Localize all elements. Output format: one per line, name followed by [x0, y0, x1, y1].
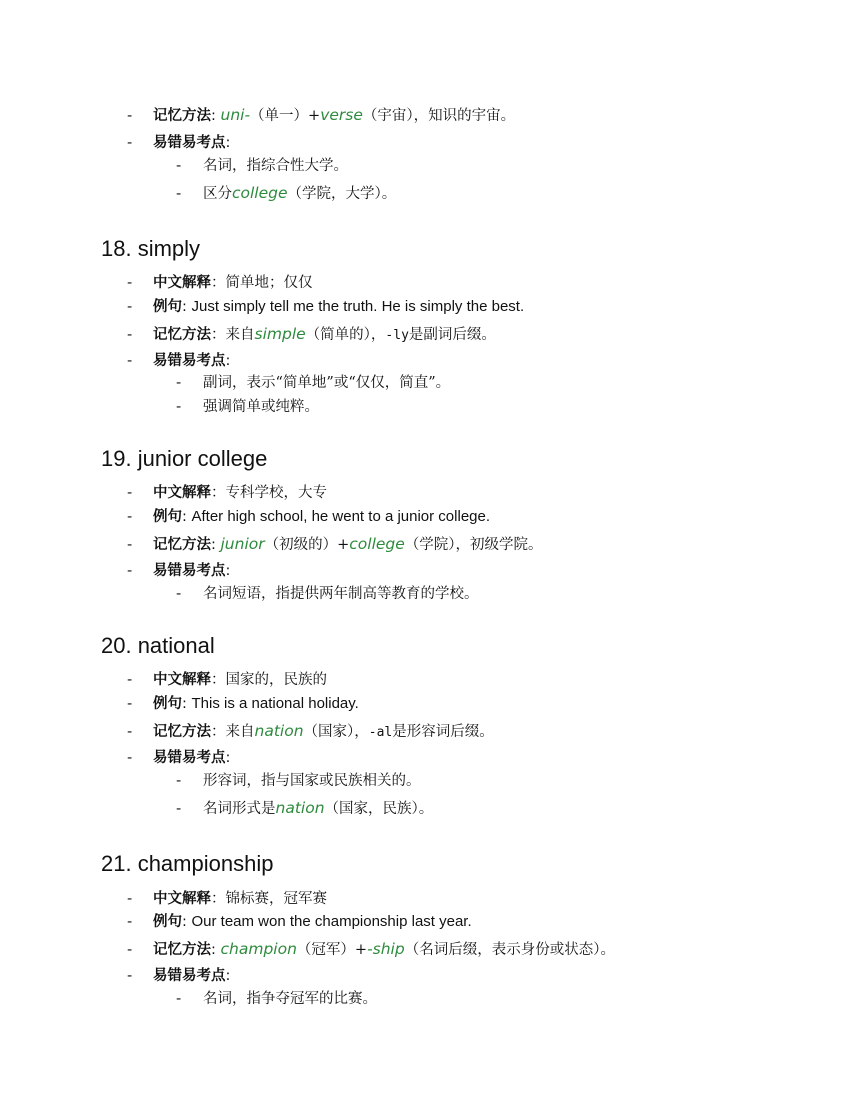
sub-item: - 区分college（学院，大学）。	[176, 184, 397, 202]
list-item-example: - 例句: This is a national holiday.	[127, 695, 359, 712]
list-item-memory: - 记忆方法：来自nation（国家），-al是形容词后缀。	[127, 722, 494, 740]
list-item-errors: - 易错易考点:	[127, 563, 231, 579]
section-heading-19: 19. junior college	[101, 446, 268, 471]
sub-item: - 名词，指争夺冠军的比赛。	[176, 991, 377, 1007]
list-item-errors-top: - 易错易考点:	[127, 135, 231, 151]
sub-item: - 名词短语，指提供两年制高等教育的学校。	[176, 586, 479, 602]
list-item-memory: - 记忆方法：来自simple（简单的），-ly是副词后缀。	[127, 325, 496, 343]
list-item-memory-top: - 记忆方法: uni-（单一）+verse（宇宙），知识的宇宙。	[127, 106, 516, 124]
section-heading-18: 18. simply	[101, 236, 201, 261]
list-item-meaning: - 中文解释：国家的，民族的	[127, 672, 327, 688]
list-item-errors: - 易错易考点:	[127, 968, 231, 984]
errors-label: 易错易考点	[153, 135, 226, 151]
list-item-errors: - 易错易考点:	[127, 353, 231, 369]
list-item-example: - 例句: Just simply tell me the truth. He is simply the best.	[127, 298, 525, 315]
sub-item: - 副词，表示“简单地”或“仅仅，简直”。	[176, 375, 451, 391]
list-item-meaning: - 中文解释：锦标赛，冠军赛	[127, 891, 327, 907]
list-item-errors: - 易错易考点:	[127, 750, 231, 766]
memory-label: 记忆方法	[153, 108, 211, 124]
list-item-meaning: - 中文解释：专科学校，大专	[127, 485, 327, 501]
section-heading-21: 21. championship	[101, 851, 274, 876]
section-heading-20: 20. national	[101, 633, 215, 658]
list-item-example: - 例句: After high school, he went to a junior college.	[127, 508, 491, 525]
sub-item: - 形容词，指与国家或民族相关的。	[176, 773, 421, 789]
list-item-meaning: - 中文解释：简单地；仅仅	[127, 275, 313, 291]
list-item-memory: - 记忆方法: champion（冠军）+-ship（名词后缀，表示身份或状态）。	[127, 940, 615, 958]
list-item-example: - 例句: Our team won the championship last year.	[127, 913, 472, 930]
list-item-memory: - 记忆方法: junior（初级的）+college（学院），初级学院。	[127, 535, 543, 553]
sub-item: - 强调简单或纯粹。	[176, 399, 319, 415]
sub-item: - 名词，指综合性大学。	[176, 158, 348, 174]
sub-item: - 名词形式是nation（国家，民族）。	[176, 799, 434, 817]
